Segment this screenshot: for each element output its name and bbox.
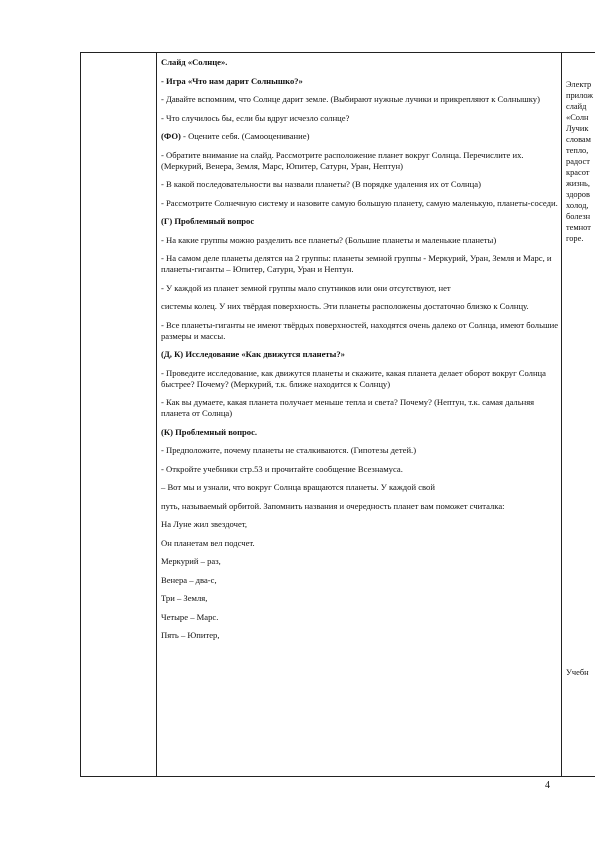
lesson-paragraph: – Вот мы и узнали, что вокруг Солнца вращаются планеты. У каждой свой [161, 482, 435, 492]
lesson-paragraph: (Г) Проблемный вопрос [161, 216, 255, 226]
resource-text-fragment: словам [566, 135, 591, 144]
resource-text-fragment: слайд [566, 102, 587, 111]
resource-text-fragment: «Солн [566, 113, 589, 122]
lesson-paragraph: путь, называемый орбитой. Запомнить названия и очередность планет вам поможет считалка: [161, 500, 505, 511]
column-divider-left [156, 53, 157, 776]
resources-column-bottom [566, 667, 595, 678]
lesson-paragraph: - Давайте вспомним, что Солнце дарит земле. (Выбирают нужные лучики и прикрепляют к Солнышку) [161, 94, 540, 104]
resource-text-fragment: холод, [566, 201, 589, 210]
lesson-paragraph: - Проведите исследование, как движутся планеты и скажите, какая планета делает оборот вокруг Солнца быстрее? Почему? (Меркурий, т.к. ближе находится к Солнцу) [161, 367, 546, 389]
lesson-paragraph: - Откройте учебники стр.53 и прочитайте сообщение Всезнамуса. [161, 463, 403, 474]
resources-column-top [566, 79, 595, 244]
lesson-paragraph: Три – Земля, [161, 593, 208, 603]
lesson-paragraph: - Рассмотрите Солнечную систему и назовите самую большую планету, самую маленькую, планеты-соседи. [161, 197, 558, 208]
lesson-paragraph: Он планетам вел подсчет. [161, 537, 255, 548]
lesson-paragraph: - Все планеты-гиганты не имеют твёрдых поверхностей, находятся очень далеко от Солнца, имеют большие размеры и массы. [161, 319, 559, 341]
resource-text-fragment: болезн [566, 212, 591, 221]
lesson-paragraph: (Д, К) Исследование «Как движутся планеты?» [161, 349, 345, 359]
resource-text-fragment: темнот [566, 223, 591, 232]
assessment-tag: (ФО) [161, 131, 181, 141]
lesson-paragraph: Слайд «Солнце». [161, 57, 228, 67]
lesson-paragraph: Венера – два-с, [161, 574, 217, 585]
lesson-paragraph [161, 131, 559, 142]
page-number: 4 [545, 780, 550, 791]
resource-text-fragment: Учебн [566, 668, 589, 677]
lesson-paragraph: Четыре – Марс. [161, 611, 219, 622]
column-divider-right [561, 53, 562, 776]
lesson-paragraph: - Как вы думаете, какая планета получает меньше тепла и света? Почему? (Нептун, т.к. самая дальняя планета от Солнца) [161, 397, 535, 418]
lesson-paragraph: Пять – Юпитер, [161, 630, 220, 640]
resource-text-fragment: горе. [566, 234, 584, 243]
lesson-table [80, 52, 595, 777]
lesson-content-column [161, 57, 559, 649]
lesson-paragraph: - Предположите, почему планеты не сталкиваются. (Гипотезы детей.) [161, 445, 417, 455]
lesson-paragraph: (К) Проблемный вопрос. [161, 426, 258, 437]
lesson-paragraph: - Что случилось бы, если бы вдруг исчезло солнце? [161, 112, 350, 123]
resource-text-fragment: тепло, [566, 146, 589, 155]
resource-text-fragment: Лучик [566, 124, 589, 133]
lesson-paragraph: На Луне жил звездочет, [161, 519, 248, 529]
lesson-paragraph: Меркурий – раз, [161, 556, 221, 566]
lesson-paragraph: - На какие группы можно разделить все планеты? (Большие планеты и маленькие планеты) [161, 234, 497, 245]
resource-text-fragment: прилож [566, 91, 594, 100]
lesson-paragraph: - У каждой из планет земной группы мало спутников или они отсутствуют, нет [161, 282, 451, 293]
lesson-paragraph: - В какой последовательности вы назвали планеты? (В порядке удаления их от Солнца) [161, 179, 481, 189]
lesson-paragraph: - Обратите внимание на слайд. Рассмотрите расположение планет вокруг Солнца. Перечислите их. (Меркурий, Венера, Земля, Марс, Юпитер, Сатурн, Уран, Нептун) [161, 149, 524, 171]
resource-text-fragment: радост [566, 157, 590, 166]
resource-text-fragment: здоров [566, 190, 590, 199]
resource-text-fragment: красот [566, 168, 590, 177]
lesson-paragraph: - Игра «Что нам дарит Солнышко?» [161, 75, 303, 86]
resource-text-fragment: жизнь, [566, 179, 590, 188]
lesson-paragraph: - На самом деле планеты делятся на 2 группы: планеты земной группы - Меркурий, Уран, Земля и Марс, и планеты-гиганты – Юпитер, Сатурн, Уран и Нептун. [161, 253, 552, 274]
resource-text-fragment: Электр [566, 80, 592, 89]
lesson-paragraph: системы колец. У них твёрдая поверхность. Эти планеты расположены достаточно близко к Солнцу. [161, 301, 529, 311]
paragraph-text: - Оцените себя. (Самооценивание) [180, 131, 310, 141]
